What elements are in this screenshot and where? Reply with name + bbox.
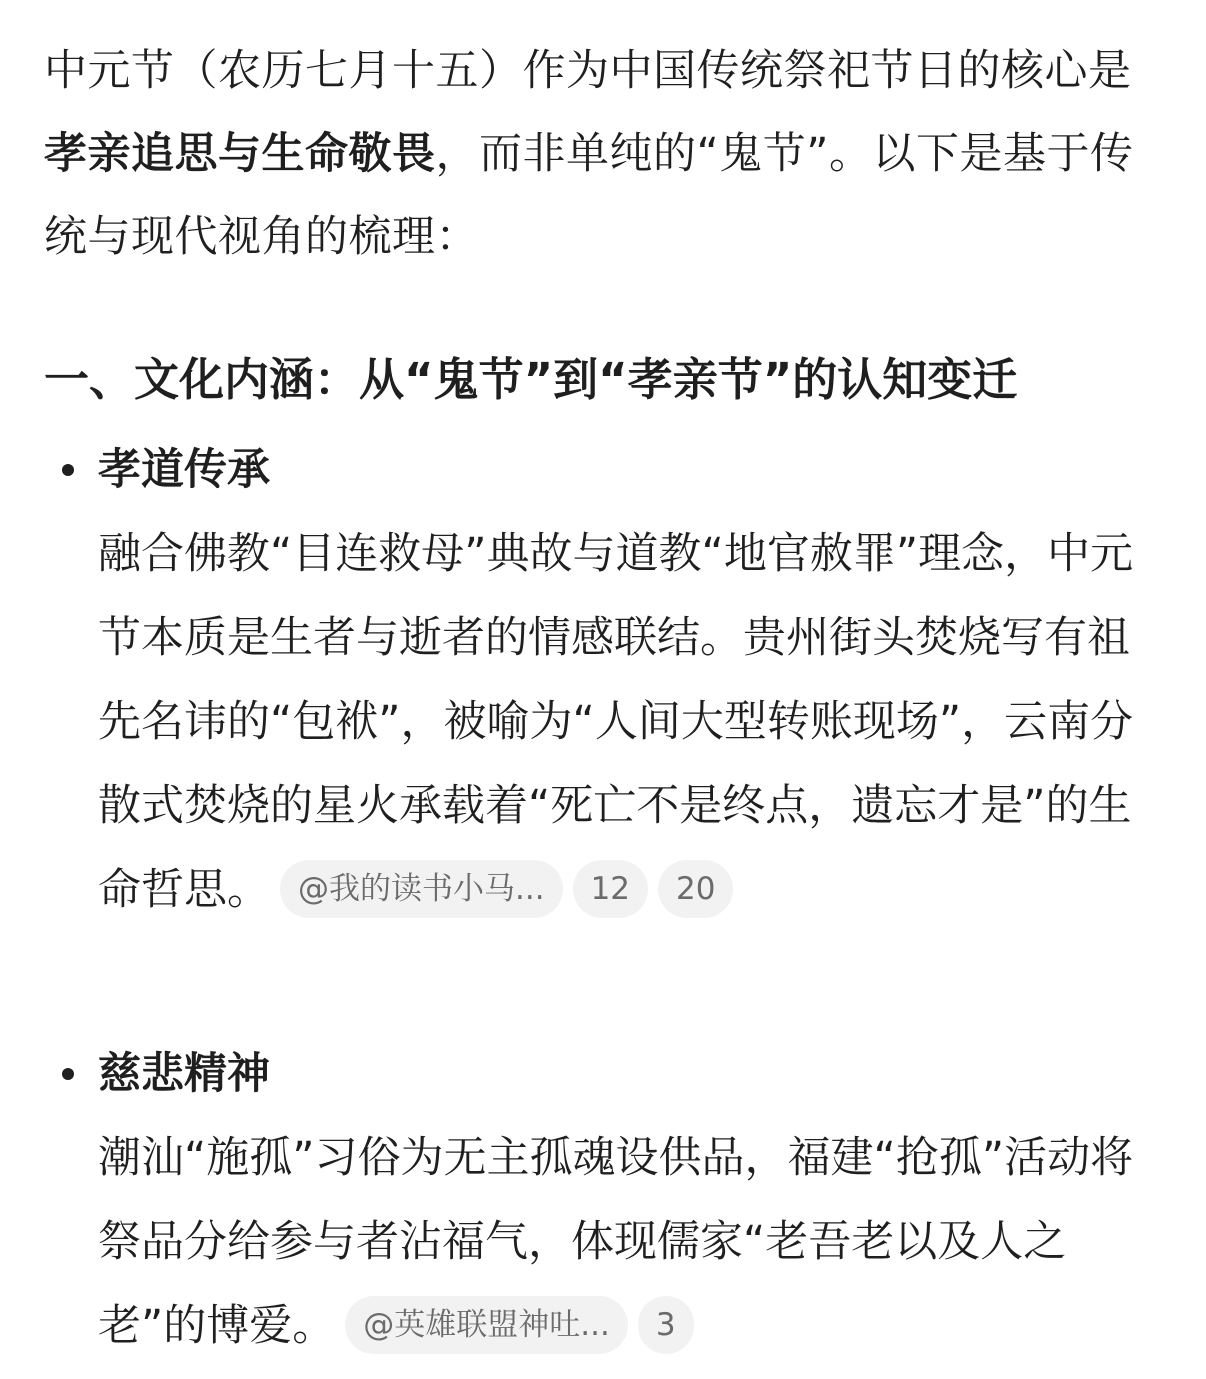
intro-text-1: 中元节（农历七月十五）作为中国传统祭祀节日的核心是 [44, 46, 1132, 96]
item-title: 慈悲精神 [98, 1049, 270, 1099]
item-body [98, 512, 1168, 932]
section-heading: 一、文化内涵：从“鬼节”到“孝亲节”的认知变迁 [44, 353, 1018, 406]
item-body-text: 融合佛教“目连救母”典故与道教“地官赦罪”理念，中元节本质是生者与逝者的情感联结。贵州街头焚烧写有祖先名讳的“包袱”，被喻为“人间大型转账现场”，云南分散式焚烧的星火承载着“死亡不是终点，遗忘才是”的生命哲思。 [98, 529, 1134, 915]
reference-chip[interactable]: 3 [638, 1296, 694, 1354]
reference-chip[interactable]: 12 [573, 860, 648, 918]
item-title: 孝道传承 [98, 445, 270, 495]
reference-chip[interactable]: 20 [658, 860, 733, 918]
intro-emphasis: 孝亲追思与生命敬畏 [44, 129, 436, 179]
intro-paragraph [44, 30, 1174, 279]
item-body [98, 1116, 1168, 1368]
list-item-filial-piety [98, 428, 1168, 932]
source-chip[interactable]: @英雄联盟神吐... [345, 1296, 628, 1354]
list-item-compassion [98, 1032, 1168, 1368]
bullet-icon [62, 1068, 74, 1080]
intro-text-2: ，而非单纯的“鬼节”。以下是基于传统与现代视角的梳理： [44, 129, 1134, 262]
bullet-icon [62, 464, 74, 476]
source-chip[interactable]: @我的读书小马... [280, 860, 563, 918]
item-body-text: 潮汕“施孤”习俗为无主孤魂设供品，福建“抢孤”活动将祭品分给参与者沾福气，体现儒家“老吾老以及人之老”的博爱。 [98, 1133, 1134, 1351]
